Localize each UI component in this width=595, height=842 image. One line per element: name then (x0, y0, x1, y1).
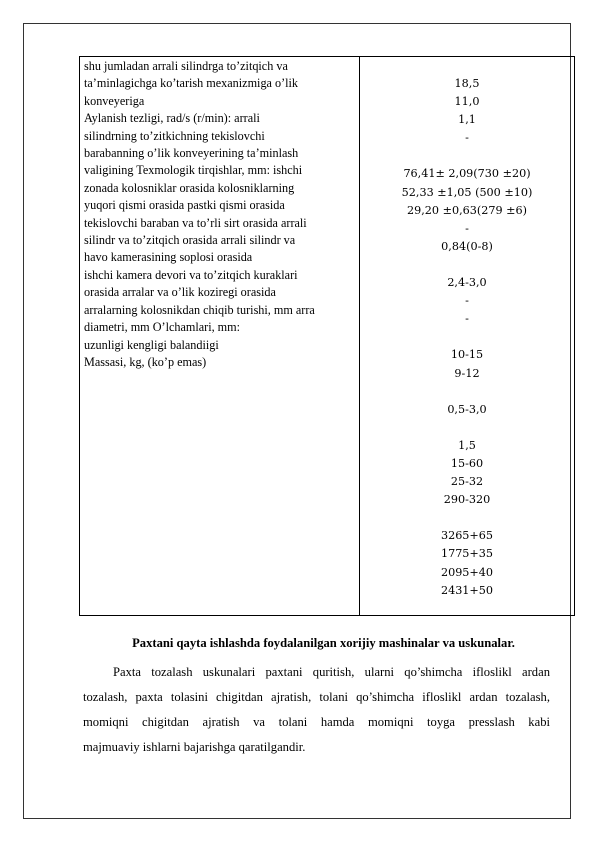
value-line: - (465, 221, 469, 235)
value-line (360, 256, 574, 274)
value-line (360, 419, 574, 437)
value-line: 290-320 (443, 493, 491, 507)
value-line: 0,84(0-8) (441, 239, 493, 253)
parameter-line: ishchi kamera devori va to’zitqich kuraklari (84, 267, 298, 282)
paragraph-line: tozalash, paxta tolasini chigitdan ajratish, tolani qo’shimcha ifloslikl ardan tozalash, (83, 690, 550, 704)
parameter-line: Aylanish tezligi, rad/s (r/min): arrali (84, 111, 260, 126)
value-line: 15-60 (450, 456, 484, 470)
body-paragraph (83, 660, 550, 760)
specification-table (79, 56, 575, 616)
value-line: 0,5-3,0 (447, 402, 487, 416)
parameter-line: shu jumladan arrali silindrga to’zitqich va (84, 59, 288, 73)
parameter-line: Massasi, kg, (ko’p emas) (84, 354, 207, 369)
value-line: 29,20 ±0,63(279 ±6) (407, 203, 527, 217)
parameter-line: havo kamerasining soplosi orasida (84, 250, 253, 265)
parameter-line: barabanning o’lik konveyerining ta’minlash (84, 146, 299, 161)
parameter-line: uzunligi kengligi balandiigi (84, 337, 219, 352)
value-line (360, 328, 574, 346)
paragraph-line: majmuaviy ishlarni bajarishga qaratilgandir. (83, 740, 306, 754)
parameter-line: orasida arralar va o’lik koziregi orasida (84, 285, 276, 300)
value-line: - (465, 294, 469, 308)
value-line: 2431+50 (440, 583, 494, 597)
value-line: 9-12 (454, 366, 480, 380)
parameter-line: konveyeriga (84, 93, 145, 108)
value-line: 25-32 (450, 475, 484, 489)
parameter-lines (84, 58, 359, 371)
parameter-line: ta’minlagichga ko’tarish mexanizmiga o’lik (84, 76, 299, 91)
value-line (360, 147, 574, 165)
value-line: 1,5 (458, 438, 476, 452)
value-line: 3265+65 (440, 529, 494, 543)
value-line: 11,0 (454, 95, 480, 109)
parameter-values-cell (360, 57, 575, 616)
paragraph-line: momiqni chigitdan ajratish va tolani hamda momiqni toyga presslash kabi (83, 715, 550, 729)
parameter-line: silindrning to’zitkichning tekislovchi (84, 128, 265, 143)
parameter-line: arralarning kolosnikdan chiqib turishi, mm arra (84, 302, 315, 317)
value-line: 1,1 (458, 113, 476, 127)
value-line: 10-15 (450, 348, 484, 362)
value-line: 2,4-3,0 (447, 276, 487, 290)
parameter-line: zonada kolosniklar orasida kolosniklarning (84, 180, 295, 195)
parameter-line: silindr va to’zitqich orasida arrali silindr va (84, 233, 296, 248)
value-line: 18,5 (454, 77, 480, 90)
value-line (360, 509, 574, 527)
value-line (360, 383, 574, 401)
value-lines (360, 75, 574, 600)
parameter-line: diametri, mm O’lchamlari, mm: (84, 320, 241, 335)
value-line: 1775+35 (440, 547, 494, 561)
value-line: - (465, 312, 469, 326)
value-line: 52,33 ±1,05 (500 ±10) (401, 185, 533, 199)
parameter-names-cell (80, 57, 360, 616)
parameter-line: yuqori qismi orasida pastki qismi orasida (84, 198, 285, 213)
parameter-line: tekislovchi baraban va to’rli sirt orasida arrali (84, 215, 307, 230)
paragraph-line: Paxta tozalash uskunalari paxtani quritish, ularni qo’shimcha ifloslikl ardan (113, 665, 550, 679)
parameter-line: valigining Texmologik tirqishlar, mm: ishchi (84, 163, 303, 178)
value-line: 76,41± 2,09(730 ±20) (403, 167, 531, 181)
value-line: - (465, 131, 469, 145)
section-heading: Paxtani qayta ishlashda foydalanilgan xorijiy mashinalar va uskunalar. (132, 636, 515, 650)
table-row (80, 57, 575, 616)
value-line: 2095+40 (440, 565, 494, 579)
